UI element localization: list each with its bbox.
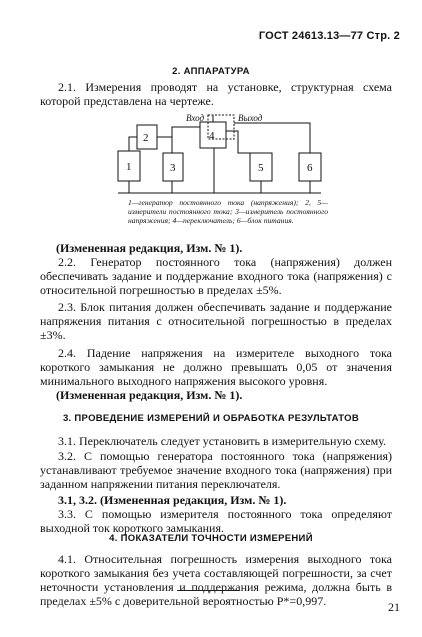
output-label: Выход	[238, 113, 263, 123]
revision-note-2: (Измененная редакция, Изм. № 1).	[56, 388, 243, 402]
block-6-label: 6	[307, 162, 313, 174]
section-4-title: 4. ПОКАЗАТЕЛИ ТОЧНОСТИ ИЗМЕРЕНИЙ	[109, 533, 313, 544]
block-1-label: 1	[126, 161, 132, 173]
paragraph-2-2: 2.2. Генератор постоянного тока (напряжения) должен обеспечивать задание и поддержание входного тока (напряжения) с относительной погрешностью в пределах ±5%.	[40, 255, 392, 297]
figure-caption: 1—генератор постоянного тока (напряжения); 2, 5—измерители постоянного тока; 3—измеритель постоянного напряжения; 4—переключатель; 6—блок питания.	[128, 198, 328, 225]
block-5-label: 5	[258, 162, 264, 174]
footer-rule	[177, 590, 239, 591]
revision-note-3: 3.1, 3.2. (Измененная редакция, Изм. № 1).	[58, 493, 287, 507]
paragraph-3-1: 3.1. Переключатель следует установить в измерительную схему.	[58, 434, 387, 448]
revision-note-1: (Измененная редакция, Изм. № 1).	[56, 241, 243, 255]
paragraph-3-3: 3.3. С помощью измерителя постоянного тока определяют выходной ток короткого замыкания.	[40, 507, 392, 535]
paragraph-2-4: 2.4. Падение напряжения на измерителе выходного тока короткого замыкания не должно превышать 0,05 от значения минимального выходного напряжения высокого уровня.	[40, 346, 392, 388]
page-number: 21	[388, 600, 400, 614]
paragraph-2-1: 2.1. Измерения проводят на установке, структурная схема которой представлена на чертеже.	[40, 80, 392, 108]
input-label: Вход	[186, 113, 205, 123]
section-2-title: 2. АППАРАТУРА	[172, 66, 250, 77]
paragraph-3-2: 3.2. С помощью генератора постоянного тока (напряжения) устанавливают требуемое значение входного тока (напряжения) при заданном напряжении питания переключателя.	[40, 449, 392, 491]
block-4-label: 4	[209, 130, 215, 142]
document-header: ГОСТ 24613.13—77 Стр. 2	[258, 30, 400, 42]
circuit-diagram	[110, 113, 340, 203]
paragraph-4-1: 4.1. Относительная погрешность измерения выходного тока короткого замыкания без учета составляющей погрешности, за счет неточности установления и поддержания режима, должна быть в пределах ±5% с доверительной вероятностью P*=0,997.	[40, 552, 392, 608]
block-3-label: 3	[170, 162, 176, 174]
block-2-label: 2	[143, 132, 149, 144]
paragraph-2-3: 2.3. Блок питания должен обеспечивать задание и поддержание напряжения питания с относительной погрешностью в пределах ±3%.	[40, 300, 392, 342]
section-3-title: 3. ПРОВЕДЕНИЕ ИЗМЕРЕНИЙ И ОБРАБОТКА РЕЗУЛЬТАТОВ	[62, 413, 360, 424]
